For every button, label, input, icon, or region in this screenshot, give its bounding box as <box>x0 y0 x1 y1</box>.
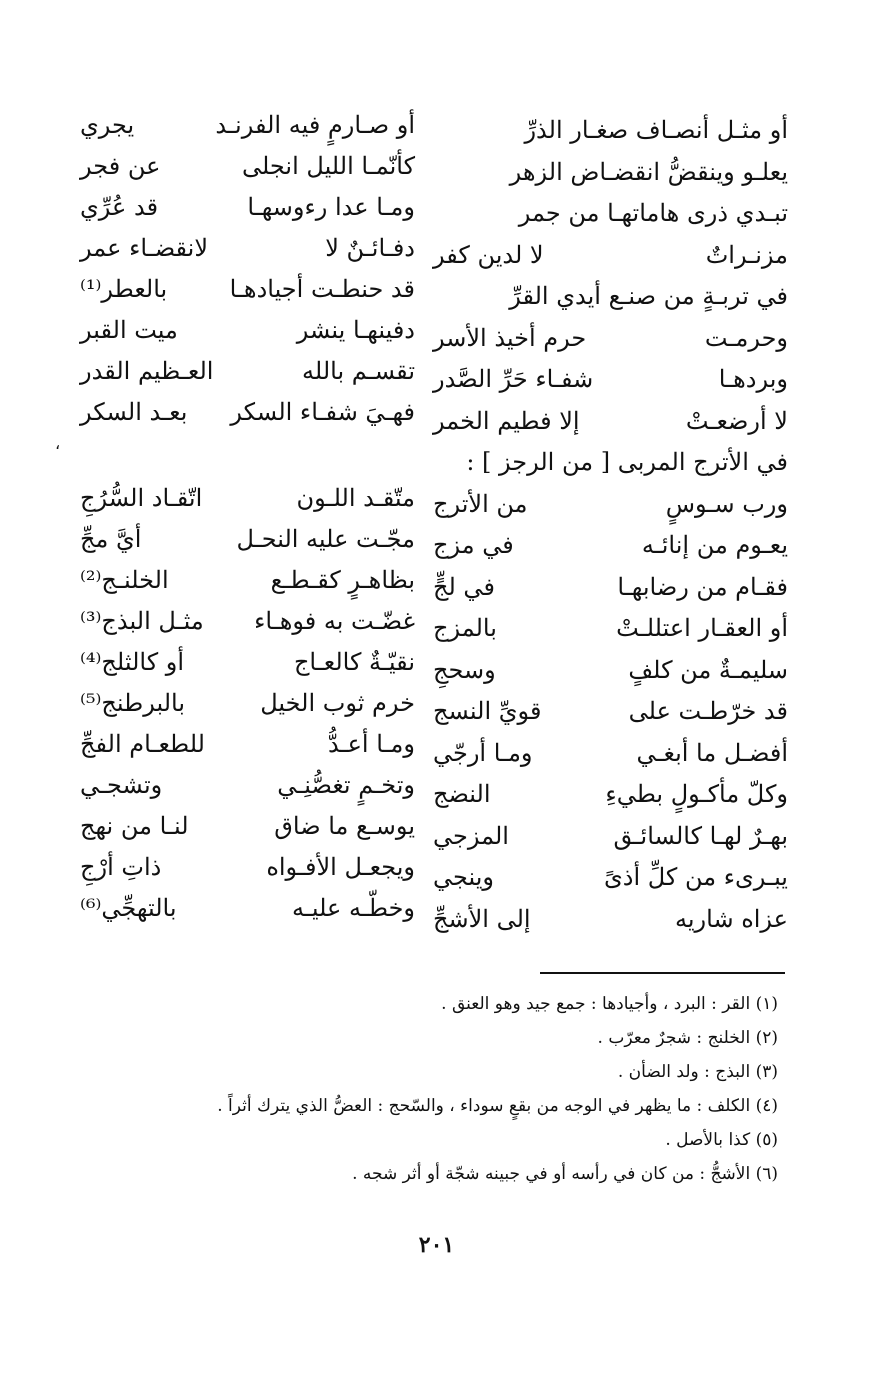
verse-line <box>433 235 788 275</box>
footnote: (٢) الخلنج : شجرٌ معرّب . <box>597 1028 778 1048</box>
second-hemistich: ميت القبر <box>80 316 178 344</box>
verse-line <box>433 567 788 607</box>
verse-line <box>433 650 788 690</box>
first-hemistich: فهـيَ شفـاء السكر <box>230 398 415 426</box>
first-hemistich: ويجعـل الأفـواه <box>266 853 415 881</box>
margin-mark: ، <box>55 434 61 453</box>
second-hemistich: من الأترج <box>433 489 528 518</box>
verse-line <box>80 847 415 887</box>
first-hemistich: بهـرٌ لهـا كالسائـق <box>613 821 788 850</box>
second-hemistich: إلا فطيم الخمر <box>433 406 580 435</box>
second-hemistich: بالمزج <box>433 614 497 642</box>
first-hemistich: ومـا عدا رءوسهـا <box>247 193 415 221</box>
second-hemistich: وينجي <box>433 863 495 891</box>
first-hemistich: في تربـةٍ من صنـع أيدي القرِّ <box>509 282 788 310</box>
verse-line <box>433 110 788 150</box>
first-hemistich: وخطّـه عليـه <box>291 894 415 922</box>
verse-line <box>80 310 415 350</box>
first-hemistich: قد خرّطـت على <box>628 697 788 725</box>
first-hemistich: مزنـراتٌ <box>705 240 788 269</box>
first-hemistich: عزاه شاريه <box>675 904 788 933</box>
second-hemistich: النضج <box>433 780 491 808</box>
verse-line <box>80 351 415 391</box>
verse-line <box>433 318 788 358</box>
verse-line <box>433 193 788 233</box>
second-hemistich: للطعـام الفجِّ <box>80 730 205 758</box>
second-hemistich: شفـاء حَرِّ الصَّدر <box>433 365 594 393</box>
first-hemistich: أو العقـار اعتللـتْ <box>616 614 788 642</box>
first-hemistich: متّقـد اللـون <box>296 484 415 512</box>
first-hemistich: بظاهـرٍ كقـطـع <box>270 566 415 594</box>
second-hemistich: قد عُرِّي <box>80 193 159 221</box>
first-hemistich: وحرمـت <box>704 323 788 352</box>
footnote: (٤) الكلف : ما يظهر في الوجه من بقعٍ سوداء ، والسّحج : العضُّ الذي يترك أثراً . <box>217 1096 778 1116</box>
first-hemistich: وتخـمٍ تغصُّنِـي <box>277 771 415 799</box>
verse-line <box>433 484 788 524</box>
first-hemistich: ورب سـوسٍ <box>665 489 788 518</box>
second-hemistich: وتشجـي <box>80 771 163 799</box>
verse-line <box>433 691 788 731</box>
first-hemistich: يعـوم من إنائـه <box>641 531 788 559</box>
first-hemistich: ومـا أعـدُّ <box>327 730 415 758</box>
first-hemistich: قد حنطـت أجيادهـا <box>229 275 415 303</box>
verse-line <box>80 642 415 682</box>
second-hemistich: وسحجِ <box>433 655 496 684</box>
second-hemistich: في لجٍّ <box>433 572 495 601</box>
first-hemistich: أو مثـل أنصـاف صغـار الذرِّ <box>524 116 788 144</box>
verse-line <box>433 816 788 856</box>
verse-line <box>433 276 788 316</box>
second-hemistich: قويِّ النسج <box>433 697 542 725</box>
second-hemistich: ذاتِ أرْجِ <box>80 853 162 881</box>
verse-line <box>80 269 415 309</box>
verse-line <box>433 733 788 773</box>
second-hemistich: بالعطر⁽¹⁾ <box>80 275 168 303</box>
first-hemistich: أو صـارمٍ فيه الفرنـد <box>215 111 415 139</box>
verse-line <box>80 724 415 764</box>
verse-line <box>80 601 415 641</box>
second-hemistich: المزجي <box>433 821 509 850</box>
first-hemistich: يوسـع ما ضاق <box>274 812 415 840</box>
first-hemistich: كأنّمـا الليل انجلى <box>241 152 415 180</box>
second-hemistich: أو كالثلج⁽⁴⁾ <box>80 648 185 676</box>
footnote: (١) القر : البرد ، وأجيادها : جمع جيد وهو العنق . <box>441 994 778 1014</box>
verse-line <box>433 442 788 482</box>
first-hemistich: سليمـةٌ من كلفٍ <box>628 655 788 684</box>
first-hemistich: فقـام من رضابهـا <box>617 572 788 601</box>
verse-line <box>80 683 415 723</box>
verse-line <box>80 765 415 805</box>
first-hemistich: نقيّـةٌ كالعـاج <box>293 648 415 676</box>
verse-line <box>80 519 415 559</box>
verse-line <box>433 359 788 399</box>
second-hemistich: اتّقـاد السُّرُجِ <box>80 484 203 512</box>
verse-line <box>433 525 788 565</box>
verse-line <box>433 899 788 939</box>
second-hemistich: حرم أخيذ الأسر <box>433 323 587 352</box>
second-hemistich: العـظيم القدر <box>80 357 214 385</box>
second-hemistich: بعـد السكر <box>80 398 188 426</box>
page-number: ٢٠١ <box>418 1232 455 1258</box>
first-hemistich: لا أرضعـتْ <box>685 406 788 435</box>
verse-line <box>80 228 415 268</box>
second-hemistich: مثـل البذج⁽³⁾ <box>80 607 204 635</box>
second-hemistich: في مزج <box>433 531 514 559</box>
verse-line <box>433 857 788 897</box>
first-hemistich: يبـرىء من كلِّ أذىً <box>603 863 788 891</box>
footnote-separator <box>540 972 785 974</box>
second-hemistich: بالتهجِّي⁽⁶⁾ <box>80 894 177 922</box>
footnote: (٥) كذا بالأصل . <box>665 1130 778 1150</box>
second-hemistich: لا لدين كفر <box>433 240 544 269</box>
footnote: (٦) الأشجُّ : من كان في رأسه أو في جبينه شجّة أو أثر شجه . <box>352 1164 778 1184</box>
verse-line <box>80 806 415 846</box>
second-hemistich: لنـا من نهج <box>80 812 189 840</box>
first-hemistich: يعلـو وينقضُّ انقضـاض الزهر <box>509 157 788 186</box>
first-hemistich: تبـدي ذرى هاماتهـا من جمر <box>518 199 788 227</box>
second-hemistich: لانقضـاء عمر <box>80 234 209 262</box>
verse-line <box>433 401 788 441</box>
second-hemistich: عن فجر <box>80 152 161 180</box>
verse-line <box>80 478 415 518</box>
first-hemistich: أفضـل ما أبغـي <box>636 738 788 767</box>
section-heading: في الأترج المربى [ من الرجز ] : <box>466 448 788 476</box>
second-hemistich: إلى الأشجِّ <box>433 904 531 933</box>
first-hemistich: مجّـت عليه النحـل <box>236 525 415 553</box>
first-hemistich: وكلّ مأكـولٍ بطيءِ <box>605 780 788 808</box>
second-hemistich: يجري <box>80 111 135 139</box>
verse-line <box>80 392 415 432</box>
footnote: (٣) البذج : ولد الضأن . <box>617 1062 778 1082</box>
verse-line <box>80 146 415 186</box>
first-hemistich: دفينهـا ينشر <box>296 316 415 344</box>
verse-line <box>433 608 788 648</box>
verse-line <box>433 774 788 814</box>
verse-line <box>433 152 788 192</box>
verse-line <box>80 187 415 227</box>
first-hemistich: دفـائـنٌ لا <box>325 234 415 262</box>
second-hemistich: ومـا أرجّي <box>433 738 533 767</box>
first-hemistich: غضّـت به فوهـاء <box>254 607 415 635</box>
verse-line <box>80 888 415 928</box>
verse-line <box>80 105 415 145</box>
first-hemistich: خرم ثوب الخيل <box>260 689 415 717</box>
first-hemistich: تقسـم بالله <box>302 357 415 385</box>
second-hemistich: الخلنـج⁽²⁾ <box>80 566 169 594</box>
second-hemistich: بالبرطنج⁽⁵⁾ <box>80 689 186 717</box>
verse-line <box>80 560 415 600</box>
first-hemistich: وبردهـا <box>718 365 788 393</box>
second-hemistich: أيَّ مجِّ <box>80 525 142 553</box>
